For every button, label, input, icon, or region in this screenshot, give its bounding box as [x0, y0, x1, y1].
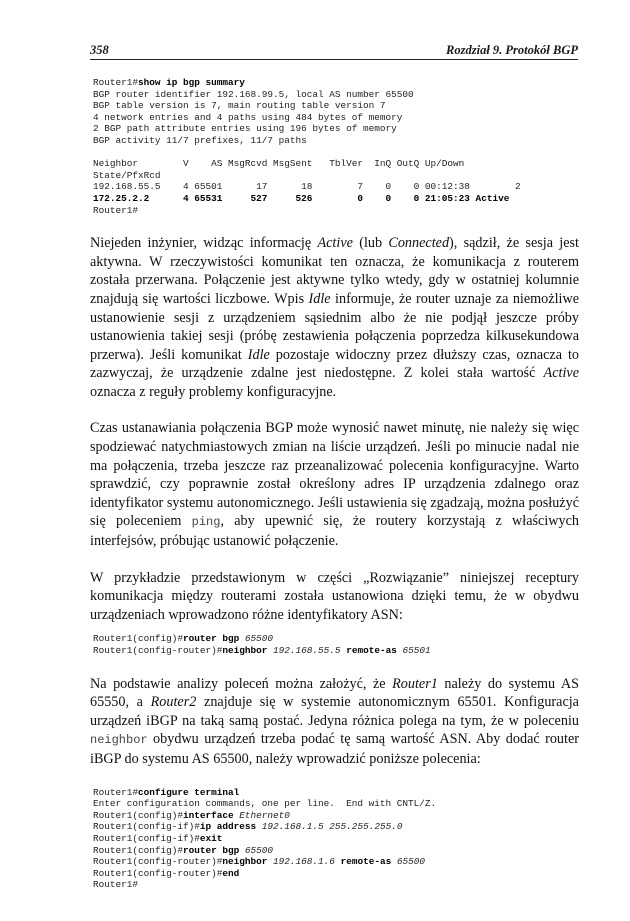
code-line: [93, 798, 579, 810]
text-run: Router1(config-router)#: [93, 856, 223, 868]
text-run: Connected: [388, 235, 450, 252]
text-run: Active: [317, 235, 353, 252]
text-run: , aby upewnić się, że routery korzystają z właściwych interfejsów, próbując ustanowić połączenie.: [90, 513, 579, 550]
code-line: [93, 147, 579, 159]
text-run: end: [222, 867, 240, 879]
code-line: [93, 100, 579, 112]
running-header: [90, 43, 578, 60]
text-run: oznacza z reguły problemy konfiguracyjne.: [90, 383, 337, 400]
text-run: Active: [543, 365, 579, 382]
text-run: 2 BGP path attribute entries using 196 bytes of memory: [93, 123, 397, 135]
inline-code: neighbor: [90, 733, 148, 748]
text-run: router bgp: [183, 844, 240, 856]
text-run: Router1(config-if)#: [93, 832, 200, 844]
text-run: Idle: [308, 290, 331, 307]
text-run: Router1: [392, 675, 438, 692]
text-run: Router1#: [93, 204, 139, 216]
text-run: Router1(config-router)#: [93, 867, 223, 879]
text-run: obydwu urządzeń trzeba podać tę samą wartość ASN. Aby dodać router iBGP do systemu AS 65500, należy wprowadzić poniższe polecenia:: [90, 731, 579, 767]
text-run: Router1(config-if)#: [93, 821, 200, 833]
text-run: Enter configuration commands, one per line. End with CNTL/Z.: [93, 798, 437, 810]
code-block-neighbor-config: [93, 633, 579, 656]
text-run: ip address: [199, 821, 257, 833]
text-run: Niejeden inżynier, widząc informację: [90, 235, 318, 252]
text-run: 192.168.1.6: [267, 856, 341, 868]
text-run: Idle: [247, 346, 270, 363]
paragraph-connection-time: [90, 419, 579, 550]
code-line: [93, 158, 579, 170]
text-run: remote-as: [346, 645, 397, 656]
code-line: [93, 633, 579, 645]
text-run: Router1#: [93, 879, 139, 891]
text-run: router bgp: [183, 633, 240, 645]
code-line: [93, 77, 579, 89]
code-line: [93, 787, 579, 799]
code-line: [93, 645, 579, 657]
paragraph-example: [90, 569, 579, 625]
text-run: (lub: [352, 235, 389, 252]
text-run: informuje, że router uznaje za niemożliwe ustanowienie sesji z urządzeniem sąsiednim albo że nie podjął jeszcze próby ustanowienia takiej sesji (próbę zestawienia połączenia poprzedza kilkusekundowa przerwa). Jeśli komunikat: [90, 290, 579, 363]
text-run: State/PfxRcd: [93, 169, 161, 181]
code-line: [93, 193, 579, 205]
text-run: Router1(config-router)#: [93, 645, 223, 656]
code-block-ibgp-config: [93, 787, 579, 891]
code-line: [93, 821, 579, 833]
chapter-title: Rozdział 9. Protokół BGP: [446, 43, 578, 57]
code-line: [93, 170, 579, 182]
text-run: Czas ustanawiania połączenia BGP może wynosić nawet minutę, nie należy się więc spodziewać natychmiastowych zmian na liście urządzeń. Jeśli po minucie nadal nie ma połączenia, trzeba jeszcze raz przeanalizować polecenia konfiguracyjne. Warto sprawdzić, czy poprawnie został określony adres IP urządzenia zdalnego oraz identyfikator systemu autonomicznego. Jeśli ustawienia się zgadzają, można posłużyć się poleceniem: [90, 420, 579, 530]
code-line: [93, 845, 579, 857]
text-run: Router1(config)#: [93, 633, 184, 645]
text-run: 65500: [239, 633, 274, 645]
page-number: 358: [90, 43, 109, 57]
text-run: remote-as: [340, 856, 392, 868]
text-run: Ethernet0: [233, 809, 290, 821]
code-line: [93, 135, 579, 147]
code-line: [93, 89, 579, 101]
code-line: [93, 810, 579, 822]
text-run: 192.168.55.5 4 65501 17 18 7 0 0 00:12:38 2: [93, 181, 521, 193]
code-line: [93, 123, 579, 135]
text-run: 65500: [239, 844, 274, 856]
text-run: znajduje się w systemie autonomicznym 65501. Konfiguracja urządzeń iBGP na taką samą postać. Jedyna różnica polega na tym, że w poleceniu: [90, 694, 579, 729]
text-run: neighbor: [222, 645, 268, 656]
text-run: 172.25.2.2 4 65531 527 526 0 0 0 21:05:23 Active: [93, 192, 510, 204]
code-line: [93, 205, 579, 217]
text-run: BGP activity 11/7 prefixes, 11/7 paths: [93, 134, 307, 146]
text-run: neighbor: [222, 856, 268, 868]
code-line: [93, 879, 579, 891]
code-line: [93, 112, 579, 124]
paragraph-ibgp: [90, 675, 579, 769]
text-run: show ip bgp summary: [138, 77, 245, 88]
text-run: 192.168.1.5 255.255.255.0: [256, 821, 403, 833]
inline-code: ping: [191, 515, 221, 530]
code-line: [93, 181, 579, 193]
code-line: [93, 833, 579, 845]
text-run: Neighbor V AS MsgRcvd MsgSent TblVer InQ OutQ Up/Down: [93, 158, 465, 170]
text-run: configure terminal: [138, 786, 240, 798]
text-run: interface: [183, 809, 234, 821]
text-run: W przykładzie przedstawionym w części „Rozwiązanie” niniejszej receptury komunikacja między routerami została ustanowiona dzięki temu, że w obydwu urządzeniach wprowadzono różne identyfikatory ASN:: [90, 569, 579, 623]
text-run: ), sądził, że sesja jest aktywna. W rzeczywistości komunikat ten oznacza, że komunikacja z routerem została przerwana. Połączenie jest aktywne tylko wtedy, gdy w ostatniej kolumnie znajdują się wartości liczbowe. Wpis: [90, 235, 580, 307]
text-run: Router1(config)#: [93, 809, 184, 821]
code-line: [93, 868, 579, 880]
code-block-bgp-summary: [93, 77, 579, 216]
text-run: 65501: [396, 645, 431, 656]
text-run: Router1#: [93, 77, 139, 88]
text-run: Router1(config)#: [93, 844, 184, 856]
text-run: exit: [199, 832, 223, 844]
text-run: pozostaje widoczny przez dłuższy czas, oznacza to zazwyczaj, że urządzenie zdalne jest niedostępne. Z kolei stała wartość: [90, 346, 579, 382]
code-line: [93, 856, 579, 868]
text-run: Na podstawie analizy poleceń można założyć, że: [90, 675, 393, 692]
text-run: 65500: [391, 856, 425, 868]
text-run: 192.168.55.5: [267, 645, 347, 656]
text-run: 4 network entries and 4 paths using 484 bytes of memory: [93, 111, 403, 123]
text-run: Router2: [150, 694, 197, 711]
text-run: BGP router identifier 192.168.99.5, local AS number 65500: [93, 88, 414, 100]
text-run: należy do systemu AS 65550, a: [90, 675, 579, 711]
text-run: BGP table version is 7, main routing table version 7: [93, 100, 386, 112]
paragraph-active-state: [90, 234, 579, 401]
text-run: Router1#: [93, 786, 139, 798]
